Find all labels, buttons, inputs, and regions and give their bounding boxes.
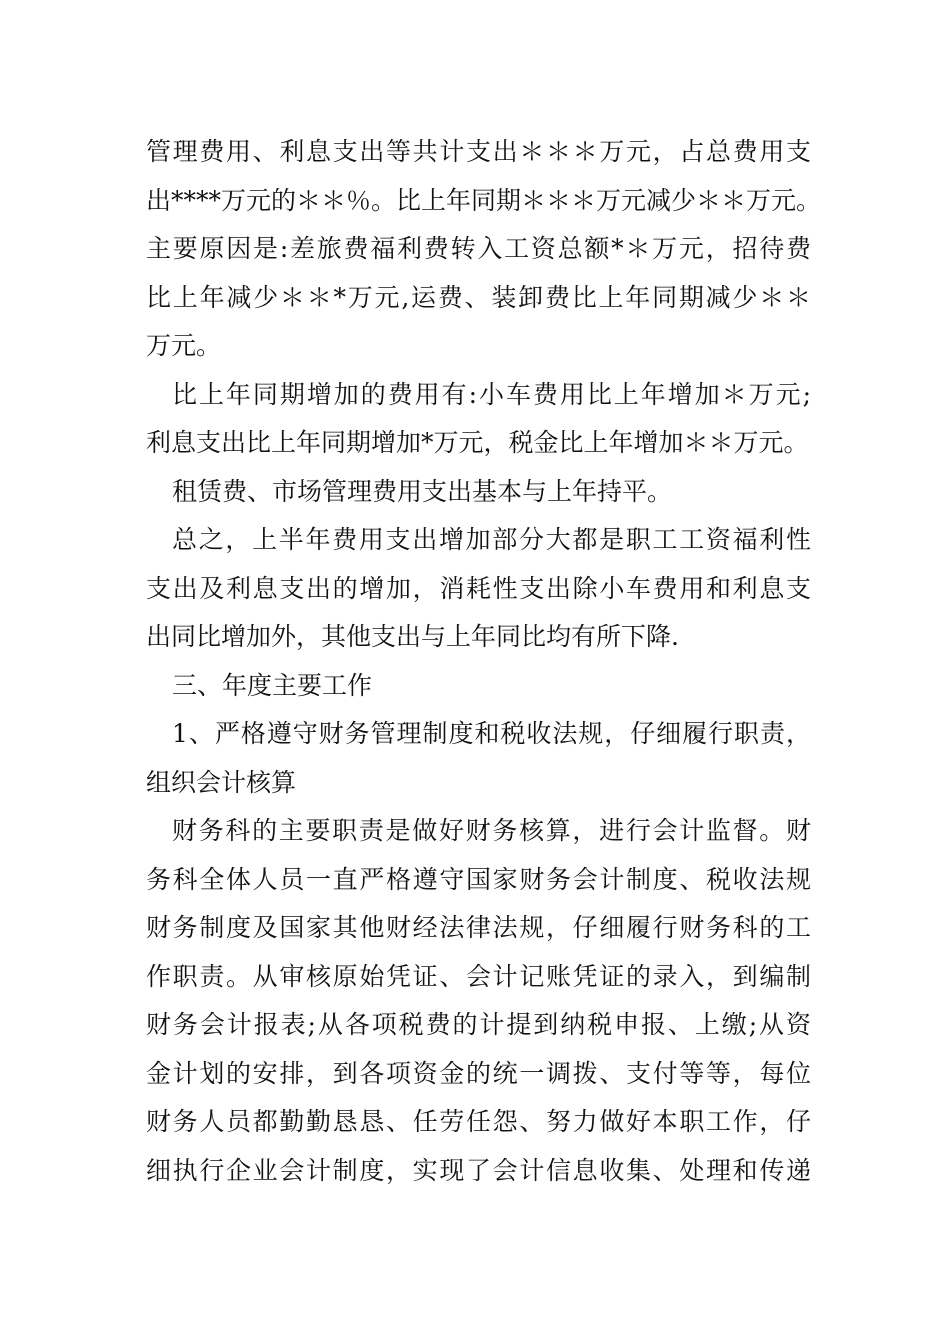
text-line: 财务科的主要职责是做好财务核算，进行会计监督。财 — [172, 816, 811, 845]
text-line: 财务制度及国家其他财经法律法规，仔细履行财务科的工 — [146, 913, 811, 942]
paragraph-5 — [146, 662, 811, 711]
text-line: 三、年度主要工作 — [172, 670, 373, 700]
text-line: 总之，上半年费用支出增加部分大都是职工工资福利性 — [172, 525, 811, 554]
text-line: 租赁费、市场管理费用支出基本与上年持平。 — [172, 476, 673, 506]
text-line: 财务人员都勤勤恳恳、任劳任怨、努力做好本职工作，仔 — [146, 1107, 811, 1136]
text-line: 金计划的安排，到各项资金的统一调拨、支付等等，每位 — [146, 1058, 811, 1088]
paragraph-2 — [146, 371, 811, 468]
text-line: 万元。 — [146, 331, 222, 360]
text-line: 主要原因是:差旅费福利费转入工资总额*＊万元，招待费 — [146, 234, 811, 263]
text-line: 出同比增加外，其他支出与上年同比均有所下降. — [146, 622, 679, 651]
paragraph-3 — [146, 468, 811, 517]
text-line: 出****万元的＊＊％。比上年同期＊＊＊万元减少＊＊万元。 — [146, 185, 822, 215]
text-line: 比上年同期增加的费用有:小车费用比上年增加＊万元; — [172, 379, 811, 409]
text-line: 支出及利息支出的增加，消耗性支出除小车费用和利息支 — [146, 573, 811, 603]
paragraph-1 — [146, 128, 822, 371]
text-line: 比上年减少＊＊*万元,运费、装卸费比上年同期减少＊＊ — [146, 282, 811, 312]
text-line: 利息支出比上年同期增加*万元，税金比上年增加＊＊万元。 — [146, 428, 809, 457]
text-line: 细执行企业会计制度，实现了会计信息收集、处理和传递 — [146, 1155, 811, 1185]
text-line: 1、严格遵守财务管理制度和税收法规，仔细履行职责， — [172, 719, 811, 748]
paragraph-7 — [146, 807, 811, 1195]
text-line: 务科全体人员一直严格遵守国家财务会计制度、税收法规 — [146, 864, 811, 894]
paragraph-4 — [146, 516, 811, 662]
document-body — [146, 128, 822, 1195]
text-line: 管理费用、利息支出等共计支出＊＊＊万元，占总费用支 — [146, 137, 811, 166]
text-line: 组织会计核算 — [146, 767, 297, 797]
paragraph-6 — [146, 710, 811, 807]
text-line: 作职责。从审核原始凭证、会计记账凭证的录入，到编制 — [146, 961, 811, 991]
text-line: 财务会计报表;从各项税费的计提到纳税申报、上缴;从资 — [146, 1010, 811, 1039]
